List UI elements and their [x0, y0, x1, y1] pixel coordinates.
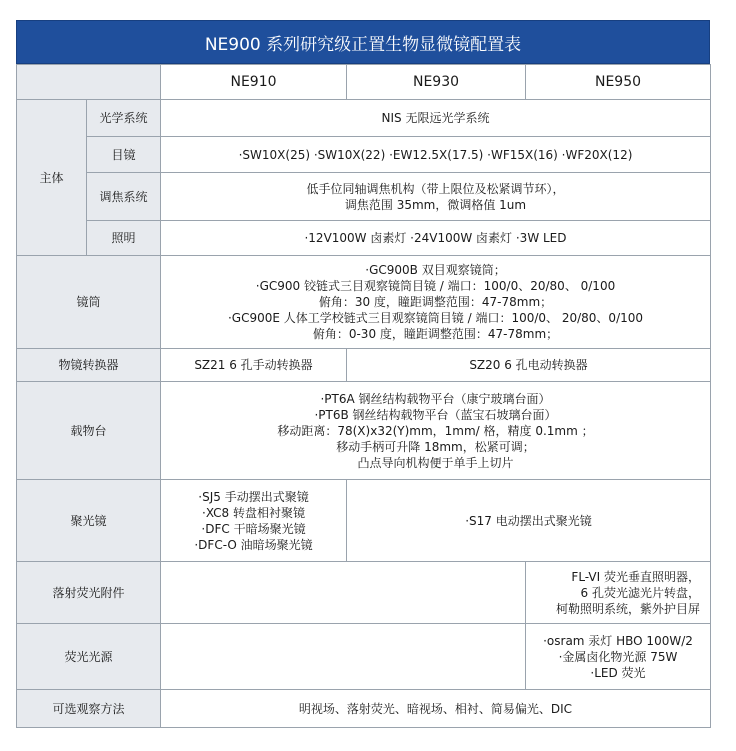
focus-label: 调焦系统: [87, 173, 161, 221]
row-eyepiece: [17, 137, 711, 173]
methods-value: 明视场、落射荧光、暗视场、相衬、简易偏光、DIC: [161, 690, 711, 728]
row-fluor-source: [17, 624, 711, 690]
model-header-row: [17, 65, 711, 100]
condenser-line: ·SJ5 手动摆出式聚镜: [198, 489, 309, 504]
row-methods: [17, 690, 711, 728]
fluor-source-value: [526, 624, 711, 690]
stage-line: ·PT6B 钢丝结构载物平台（蓝宝石坡璃台面）: [314, 407, 557, 422]
model-ne950: NE950: [526, 65, 711, 100]
main-body-label: 主体: [17, 100, 87, 256]
config-table-wrapper: [16, 20, 710, 728]
condenser-manual: [161, 480, 347, 562]
stage-line: ·PT6A 钢丝结构载物平台（康宁玻璃台面）: [320, 391, 551, 406]
row-nosepiece: [17, 349, 711, 382]
tube-label: 镜筒: [17, 256, 161, 349]
fluor-source-line: ·金属卤化物光源 75W: [558, 649, 678, 664]
epi-line: 柯勒照明系统，紫外护目屏: [555, 601, 700, 616]
row-focus: [17, 173, 711, 221]
stage-value: [161, 382, 711, 480]
epi-empty-cell: [161, 562, 526, 624]
focus-value: [161, 173, 711, 221]
model-ne930: NE930: [347, 65, 526, 100]
tube-line: ·GC900E 人体工学校链式三目观察镜筒目镜 / 端口：100/0、 20/80、0/100: [227, 311, 644, 325]
fluor-source-empty-cell: [161, 624, 526, 690]
focus-line: 调焦范围 35mm，微调格值 1um: [344, 197, 527, 212]
stage-line: 移动距离：78(X)x32(Y)mm，1mm/ 格，精度 0.1mm ；: [277, 423, 594, 438]
nosepiece-electric: SZ20 6 孔电动转换器: [347, 349, 711, 382]
tube-value: [161, 256, 711, 349]
fluor-source-label: 荧光光源: [17, 624, 161, 690]
row-condenser: [17, 480, 711, 562]
config-table: [16, 64, 711, 728]
tube-line: 俯角：0-30 度，瞳距调整范围：47-78mm；: [312, 327, 559, 341]
light-value: ·12V100W 卤素灯 ·24V100W 卤素灯 ·3W LED: [161, 221, 711, 256]
condenser-line: ·XC8 转盘相衬聚镜: [202, 505, 305, 520]
stage-label: 载物台: [17, 382, 161, 480]
stage-line: 移动手柄可升降 18mm，松紧可调；: [336, 439, 535, 454]
tube-line: ·GC900 铰链式三目观察镜筒目镜 / 端口：100/0、20/80、 0/100: [255, 279, 616, 293]
light-label: 照明: [87, 221, 161, 256]
optics-value: NIS 无限远光学系统: [161, 100, 711, 137]
eyepiece-label: 目镜: [87, 137, 161, 173]
methods-label: 可选观察方法: [17, 690, 161, 728]
row-epi-fluorescence: [17, 562, 711, 624]
eyepiece-value: ·SW10X(25) ·SW10X(22) ·EW12.5X(17.5) ·WF15X(16) ·WF20X(12): [161, 137, 711, 173]
epi-line: FL-VI 荧光垂直照明器，: [571, 569, 700, 584]
optics-label: 光学系统: [87, 100, 161, 137]
condenser-line: ·DFC-O 油暗场聚光镜: [194, 537, 313, 552]
epi-label: 落射荧光附件: [17, 562, 161, 624]
row-tube: [17, 256, 711, 349]
row-stage: [17, 382, 711, 480]
row-optics: [17, 100, 711, 137]
fluor-source-line: ·LED 荧光: [590, 665, 646, 680]
focus-line: 低手位同轴调焦机构（带上限位及松紧调节环），: [306, 181, 565, 196]
nosepiece-label: 物镜转换器: [17, 349, 161, 382]
model-ne910: NE910: [161, 65, 347, 100]
condenser-line: ·DFC 干暗场聚光镜: [201, 521, 306, 536]
tube-line: ·GC900B 双目观察镜筒；: [365, 263, 506, 277]
row-light: [17, 221, 711, 256]
epi-line: 6 孔荧光滤光片转盘，: [580, 585, 700, 600]
nosepiece-manual: SZ21 6 孔手动转换器: [161, 349, 347, 382]
stage-line: 凸点导向机构便于单手上切片: [357, 455, 514, 470]
condenser-electric: ·S17 电动摆出式聚光镜: [347, 480, 711, 562]
condenser-label: 聚光镜: [17, 480, 161, 562]
fluor-source-line: ·osram 汞灯 HBO 100W/2: [543, 633, 693, 648]
header-blank-cell: [17, 65, 161, 100]
epi-value: [526, 562, 711, 624]
tube-line: 俯角：30 度，瞳距调整范围：47-78mm；: [318, 295, 553, 309]
table-title: NE900 系列研究级正置生物显微镜配置表: [16, 20, 710, 64]
